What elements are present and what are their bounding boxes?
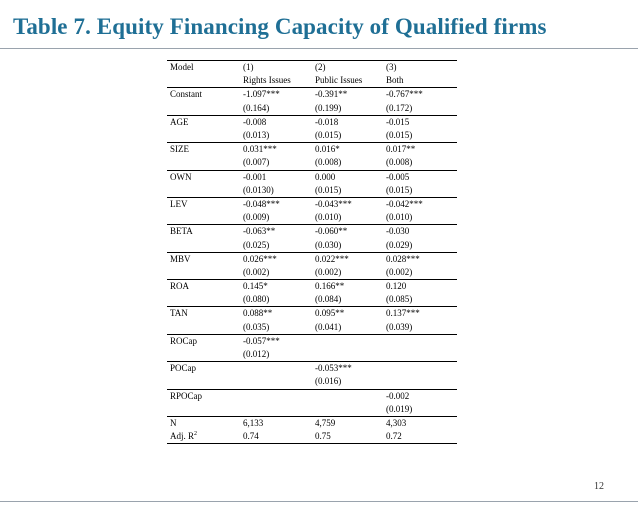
page-number: 12 (594, 481, 604, 492)
variable-label-rpocap: RPOCap (167, 389, 240, 403)
standard-error-cell: (0.080) (243, 294, 270, 305)
standard-error-label-empty (167, 403, 240, 417)
standard-error-label-empty (167, 375, 240, 389)
adjusted-r-squared-row (167, 430, 457, 444)
standard-error-cell: (0.009) (243, 212, 270, 223)
coefficient-cell: 0.120 (383, 280, 457, 294)
table-row (167, 88, 457, 102)
adjusted-r-squared-label-superscript: 2 (194, 431, 198, 438)
variable-label-constant: Constant (167, 88, 240, 102)
variable-label-rocap: ROCap (167, 334, 240, 348)
variable-label-beta: BETA (167, 225, 240, 239)
coefficient-cell: 0.166** (312, 280, 383, 294)
title-divider (0, 48, 638, 49)
observations-cell: 4,303 (383, 416, 457, 430)
coefficient-cell: -0.060** (312, 225, 383, 239)
standard-error-cell: (0.039) (386, 321, 413, 332)
header-column-1: (1) (240, 61, 312, 75)
standard-error-cell: (0.029) (386, 239, 413, 250)
standard-error-cell: (0.002) (315, 266, 342, 277)
observations-row (167, 416, 457, 430)
variable-label-roa: ROA (167, 280, 240, 294)
adjusted-r-squared-label (167, 430, 240, 444)
variable-label-mbv: MBV (167, 252, 240, 266)
header-row (167, 61, 457, 75)
table-row (167, 115, 457, 129)
coefficient-cell: 0.028*** (383, 252, 457, 266)
standard-error-cell: (0.015) (315, 184, 342, 195)
standard-error-cell (383, 348, 457, 362)
adjusted-r-squared-cell: 0.74 (240, 430, 312, 444)
coefficient-cell: 0.095** (312, 307, 383, 321)
standard-error-cell (312, 403, 383, 417)
coefficient-cell (240, 389, 312, 403)
standard-error-cell: (0.172) (386, 102, 413, 113)
standard-error-cell: (0.010) (386, 212, 413, 223)
header-subrow (167, 74, 457, 88)
coefficient-cell: 0.017** (383, 143, 457, 157)
standard-error-label-empty (167, 129, 240, 143)
header-column-3: (3) (383, 61, 457, 75)
standard-error-cell: (0.015) (386, 130, 413, 141)
standard-error-label-empty (167, 156, 240, 170)
standard-error-cell: (0.012) (243, 349, 270, 360)
standard-error-cell: (0.007) (243, 157, 270, 168)
header-model-label: Model (167, 61, 240, 75)
standard-error-label-empty (167, 321, 240, 335)
table-row (167, 266, 457, 280)
coefficient-cell: 0.088** (240, 307, 312, 321)
standard-error-cell: (0.030) (315, 239, 342, 250)
coefficient-cell: -0.063** (240, 225, 312, 239)
table-row (167, 362, 457, 376)
coefficient-cell (312, 334, 383, 348)
table-row (167, 389, 457, 403)
standard-error-cell: (0.199) (315, 102, 342, 113)
coefficient-cell (383, 362, 457, 376)
standard-error-label-empty (167, 102, 240, 116)
standard-error-label-empty (167, 348, 240, 362)
coefficient-cell: -0.002 (383, 389, 457, 403)
coefficient-cell: 0.137*** (383, 307, 457, 321)
standard-error-cell: (0.164) (243, 102, 270, 113)
table-row (167, 170, 457, 184)
regression-table-container (167, 60, 457, 444)
standard-error-cell: (0.084) (315, 294, 342, 305)
header-column-2: (2) (312, 61, 383, 75)
table-row (167, 102, 457, 116)
table-row (167, 211, 457, 225)
slide-title: Table 7. Equity Financing Capacity of Qualified firms (13, 14, 547, 39)
standard-error-label-empty (167, 184, 240, 198)
table-row (167, 334, 457, 348)
regression-table (167, 60, 457, 444)
standard-error-label-empty (167, 266, 240, 280)
standard-error-cell: (0.041) (315, 321, 342, 332)
coefficient-cell: -0.015 (383, 115, 457, 129)
header-subcolumn-2: Public Issues (315, 75, 363, 86)
observations-label: N (167, 416, 240, 430)
coefficient-cell: -0.057*** (240, 334, 312, 348)
adjusted-r-squared-label-base: Adj. R (170, 431, 195, 442)
standard-error-cell: (0.085) (386, 294, 413, 305)
variable-label-size: SIZE (167, 143, 240, 157)
variable-label-pocap: POCap (167, 362, 240, 376)
coefficient-cell: -0.042*** (383, 197, 457, 211)
table-row (167, 197, 457, 211)
standard-error-label-empty (167, 238, 240, 252)
coefficient-cell: -0.008 (240, 115, 312, 129)
standard-error-cell: (0.016) (315, 376, 342, 387)
table-row (167, 403, 457, 417)
standard-error-cell: (0.013) (243, 130, 270, 141)
table-row (167, 293, 457, 307)
coefficient-cell: 0.145* (240, 280, 312, 294)
coefficient-cell: 0.031*** (240, 143, 312, 157)
standard-error-cell: (0.008) (315, 157, 342, 168)
standard-error-cell: (0.008) (386, 157, 413, 168)
table-row (167, 375, 457, 389)
standard-error-cell: (0.015) (386, 184, 413, 195)
coefficient-cell: 0.022*** (312, 252, 383, 266)
header-subcolumn-empty (167, 74, 240, 88)
variable-label-own: OWN (167, 170, 240, 184)
table-row (167, 280, 457, 294)
table-row (167, 252, 457, 266)
coefficient-cell (240, 362, 312, 376)
observations-cell: 4,759 (312, 416, 383, 430)
header-subcolumn-1: Rights Issues (243, 75, 291, 86)
standard-error-cell (240, 375, 312, 389)
adjusted-r-squared-cell: 0.75 (312, 430, 383, 444)
coefficient-cell: -0.018 (312, 115, 383, 129)
observations-cell: 6,133 (240, 416, 312, 430)
table-row (167, 348, 457, 362)
standard-error-cell (240, 403, 312, 417)
table-row (167, 143, 457, 157)
table-row (167, 225, 457, 239)
standard-error-cell: (0.015) (315, 130, 342, 141)
coefficient-cell: -0.005 (383, 170, 457, 184)
table-row (167, 238, 457, 252)
header-subcolumn-3: Both (386, 75, 404, 86)
standard-error-cell: (0.025) (243, 239, 270, 250)
variable-label-tan: TAN (167, 307, 240, 321)
standard-error-cell (383, 375, 457, 389)
variable-label-lev: LEV (167, 197, 240, 211)
coefficient-cell (383, 334, 457, 348)
coefficient-cell: -0.391** (312, 88, 383, 102)
coefficient-cell: -0.053*** (312, 362, 383, 376)
standard-error-cell: (0.002) (243, 266, 270, 277)
standard-error-cell (312, 348, 383, 362)
adjusted-r-squared-cell: 0.72 (383, 430, 457, 444)
standard-error-cell: (0.002) (386, 266, 413, 277)
table-row (167, 156, 457, 170)
table-row (167, 321, 457, 335)
table-row (167, 184, 457, 198)
coefficient-cell: -0.030 (383, 225, 457, 239)
coefficient-cell: 0.016* (312, 143, 383, 157)
standard-error-cell: (0.035) (243, 321, 270, 332)
table-row (167, 129, 457, 143)
standard-error-label-empty (167, 211, 240, 225)
standard-error-cell: (0.0130) (243, 184, 274, 195)
footer-divider (0, 501, 638, 502)
coefficient-cell: -0.001 (240, 170, 312, 184)
coefficient-cell: -0.043*** (312, 197, 383, 211)
standard-error-cell: (0.019) (386, 403, 413, 414)
coefficient-cell: -1.097*** (240, 88, 312, 102)
coefficient-cell: -0.048*** (240, 197, 312, 211)
coefficient-cell: 0.000 (312, 170, 383, 184)
coefficient-cell (312, 389, 383, 403)
standard-error-label-empty (167, 293, 240, 307)
variable-label-age: AGE (167, 115, 240, 129)
standard-error-cell: (0.010) (315, 212, 342, 223)
table-row (167, 307, 457, 321)
coefficient-cell: -0.767*** (383, 88, 457, 102)
coefficient-cell: 0.026*** (240, 252, 312, 266)
